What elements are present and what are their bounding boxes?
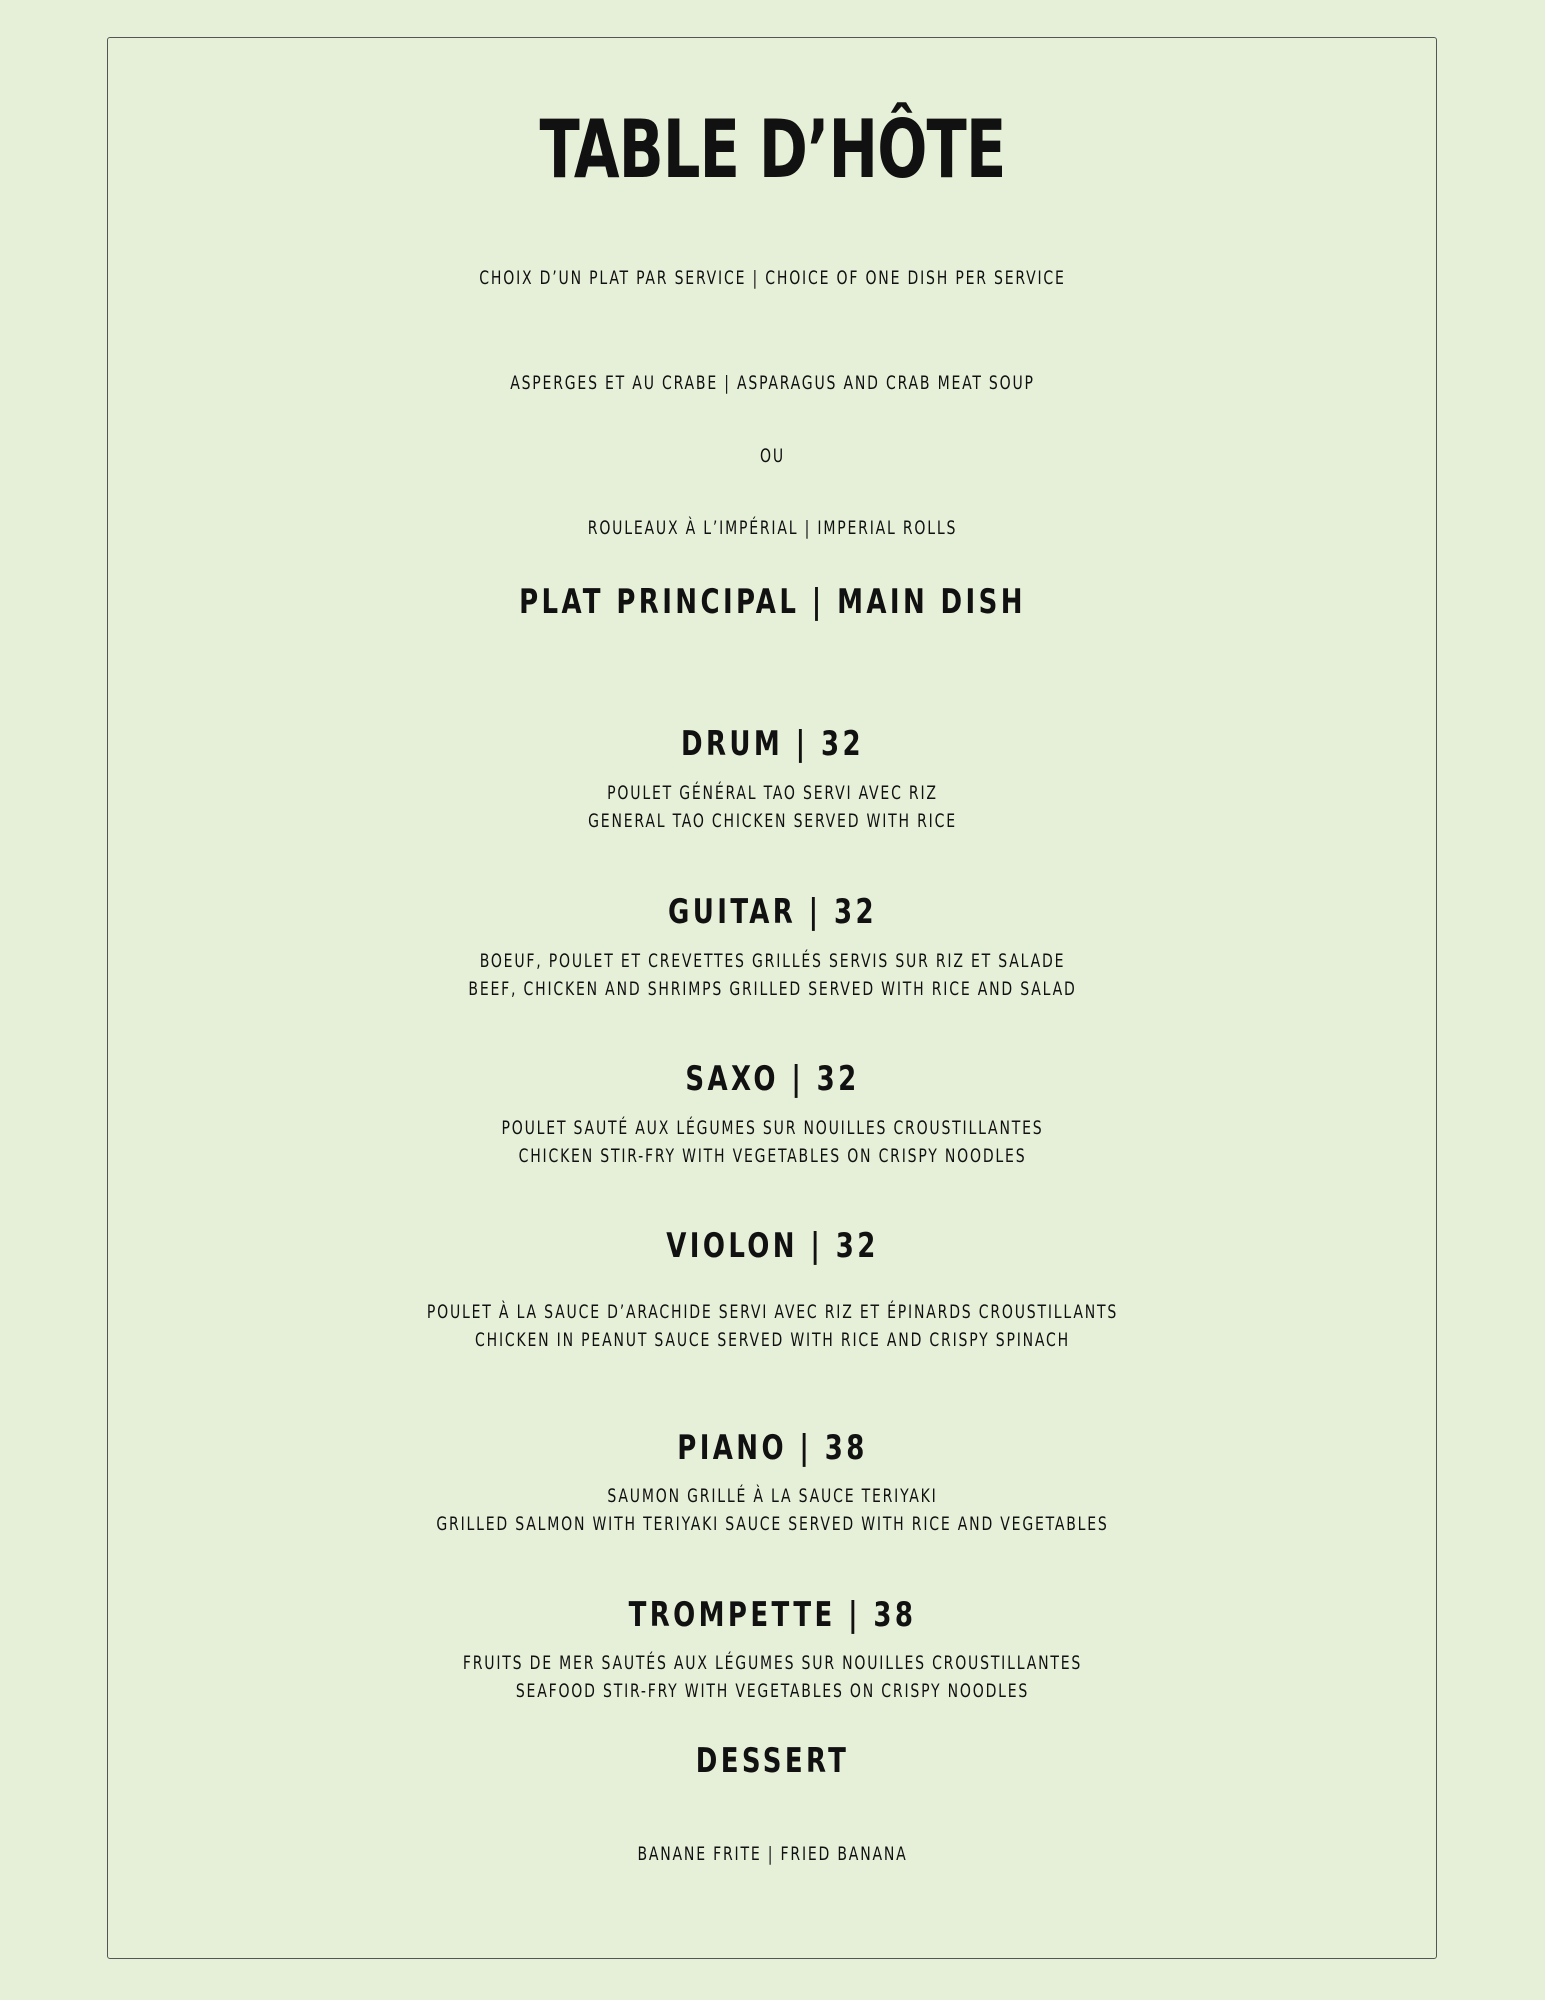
dish-desc-fr: FRUITS DE MER SAUTÉS AUX LÉGUMES SUR NOUILLES CROUSTILLANTES [462,1652,1083,1674]
dish-desc-fr: SAUMON GRILLÉ À LA SAUCE TERIYAKI [607,1485,938,1507]
menu-subtitle: CHOIX D’UN PLAT PAR SERVICE | CHOICE OF ONE DISH PER SERVICE [479,267,1066,289]
dish-name-drum: DRUM | 32 [681,724,864,764]
dish-desc-en: GRILLED SALMON WITH TERIYAKI SAUCE SERVED WITH RICE AND VEGETABLES [436,1513,1109,1535]
starter-option-1: ASPERGES ET AU CRABE | ASPARAGUS AND CRAB MEAT SOUP [510,372,1035,394]
dish-desc-en: SEAFOOD STIR-FRY WITH VEGETABLES ON CRISPY NOODLES [515,1680,1030,1702]
dish-name-saxo: SAXO | 32 [685,1059,860,1099]
main-dish-heading: PLAT PRINCIPAL | MAIN DISH [519,582,1026,622]
starter-separator: OU [760,445,785,467]
dessert-heading: DESSERT [695,1741,850,1781]
dish-name-trompette: TROMPETTE | 38 [628,1595,917,1635]
dessert-item: BANANE FRITE | FRIED BANANA [637,1843,908,1865]
dish-desc-en: CHICKEN IN PEANUT SAUCE SERVED WITH RICE AND CRISPY SPINACH [475,1329,1070,1351]
dish-name-piano: PIANO | 38 [677,1428,868,1468]
dish-name-guitar: GUITAR | 32 [668,892,877,932]
dish-desc-en: GENERAL TAO CHICKEN SERVED WITH RICE [588,810,957,832]
dish-desc-en: CHICKEN STIR-FRY WITH VEGETABLES ON CRISPY NOODLES [518,1145,1027,1167]
dish-desc-fr: POULET GÉNÉRAL TAO SERVI AVEC RIZ [607,782,938,804]
starter-option-2: ROULEAUX À L’IMPÉRIAL | IMPERIAL ROLLS [587,517,958,539]
dish-desc-fr: BOEUF, POULET ET CREVETTES GRILLÉS SERVIS SUR RIZ ET SALADE [479,950,1066,972]
dish-name-violon: VIOLON | 32 [666,1226,879,1266]
dish-desc-en: BEEF, CHICKEN AND SHRIMPS GRILLED SERVED WITH RICE AND SALAD [468,978,1077,1000]
dish-desc-fr: POULET À LA SAUCE D’ARACHIDE SERVI AVEC RIZ ET ÉPINARDS CROUSTILLANTS [426,1301,1119,1323]
menu-title: TABLE D’HÔTE [539,103,1006,196]
dish-desc-fr: POULET SAUTÉ AUX LÉGUMES SUR NOUILLES CROUSTILLANTES [501,1117,1044,1139]
